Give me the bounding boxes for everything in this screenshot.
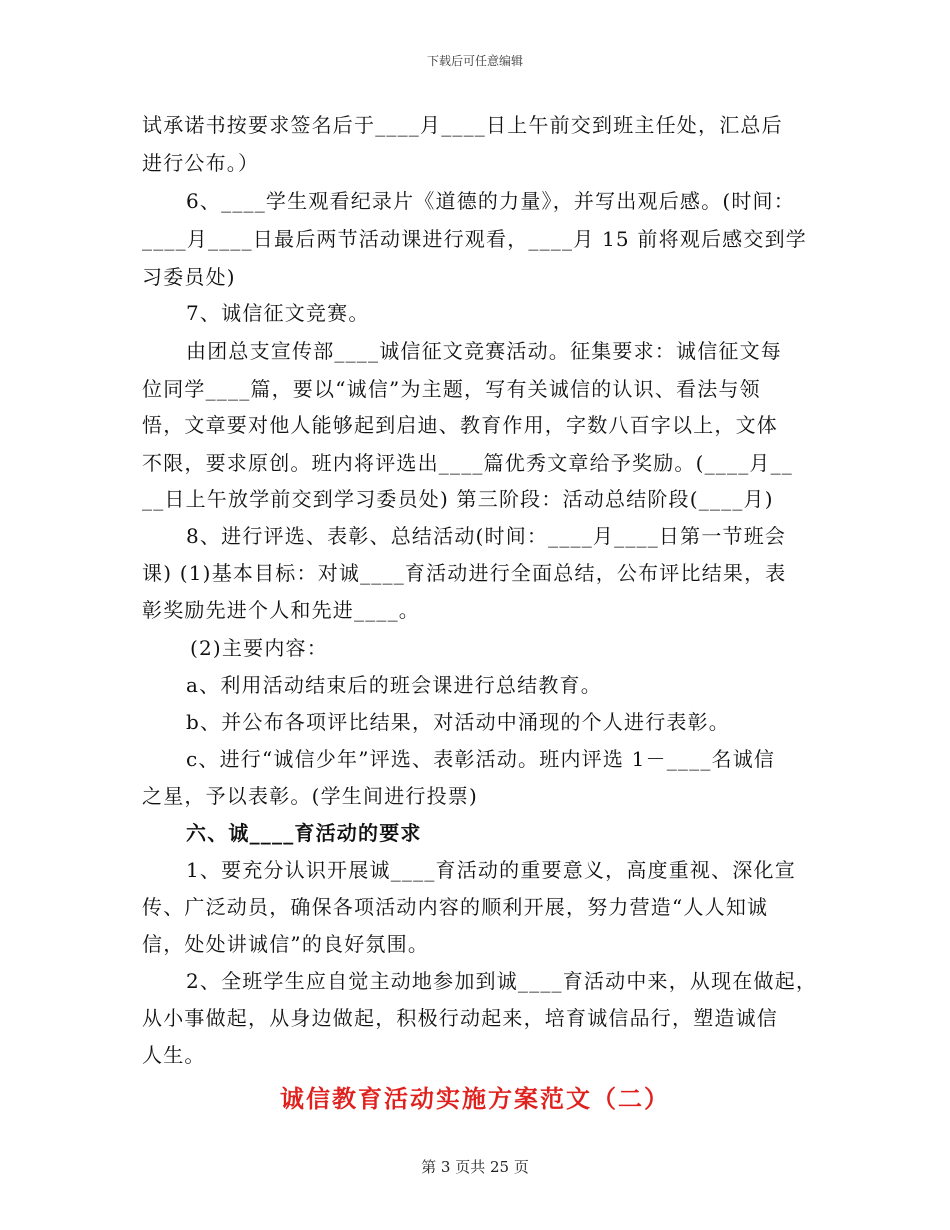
body-line-2: 进行公布。） xyxy=(142,151,260,175)
body-line-13: 课) (1)基本目标：对诚____育活动进行全面总结，公布评比结果，表 xyxy=(142,561,787,585)
section-title: 诚信教育活动实施方案范文（二） xyxy=(280,1084,670,1113)
page-header: 下载后可任意编辑 xyxy=(426,54,523,68)
body-line-4: ____月____日最后两节活动课进行观看，____月 15 前将观后感交到学 xyxy=(142,227,807,251)
body-line-6: 7、诚信征文竞赛。 xyxy=(186,301,370,325)
body-line-23: 信，处处讲诚信”的良好氛围。 xyxy=(142,932,430,956)
body-line-12: 8、进行评选、表彰、总结活动(时间：____月____日第一节班会 xyxy=(186,524,787,548)
body-line-7: 由团总支宣传部____诚信征文竞赛活动。征集要求：诚信征文每 xyxy=(186,339,782,363)
body-line-5: 习委员处) xyxy=(142,265,236,289)
body-line-21: 1、要充分认识开展诚____育活动的重要意义，高度重视、深化宣 xyxy=(186,858,796,882)
body-line-19: 之星，予以表彰。(学生间进行投票) xyxy=(142,784,479,808)
body-line-17: b、并公布各项评比结果，对活动中涌现的个人进行表彰。 xyxy=(186,710,731,734)
body-line-26: 人生。 xyxy=(142,1043,206,1067)
body-line-14: 彰奖励先进个人和先进____。 xyxy=(142,598,420,622)
section-heading: 六、诚____育活动的要求 xyxy=(186,821,422,845)
page-number: 第 3 页共 25 页 xyxy=(421,1158,529,1176)
body-line-8: 位同学____篇，要以“诚信”为主题，写有关诚信的认识、看法与领 xyxy=(142,377,761,401)
body-line-3: 6、____学生观看纪录片《道德的力量》，并写出观后感。(时间： xyxy=(186,189,795,213)
body-line-24: 2、全班学生应自觉主动地参加到诚____育活动中来，从现在做起， xyxy=(186,969,818,993)
body-line-25: 从小事做起，从身边做起，积极行动起来，培育诚信品行，塑造诚信 xyxy=(142,1006,778,1030)
body-line-1: 试承诺书按要求签名后于____月____日上午前交到班主任处，汇总后 xyxy=(142,113,783,137)
body-line-18: c、进行“诚信少年”评选、表彰活动。班内评选 1－____名诚信 xyxy=(186,747,776,771)
body-line-22: 传、广泛动员，确保各项活动内容的顺利开展，努力营造“人人知诚 xyxy=(142,895,769,919)
body-line-9: 悟，文章要对他人能够起到启迪、教育作用，字数八百字以上，文体 xyxy=(142,413,778,437)
body-line-15: (2)主要内容： xyxy=(190,636,328,660)
body-line-11: __日上午放学前交到学习委员处) 第三阶段：活动总结阶段(____月) xyxy=(142,487,774,511)
body-line-16: a、利用活动结束后的班会课进行总结教育。 xyxy=(186,673,602,697)
body-line-10: 不限，要求原创。班内将评选出____篇优秀文章给予奖励。(____月__ xyxy=(142,451,794,475)
